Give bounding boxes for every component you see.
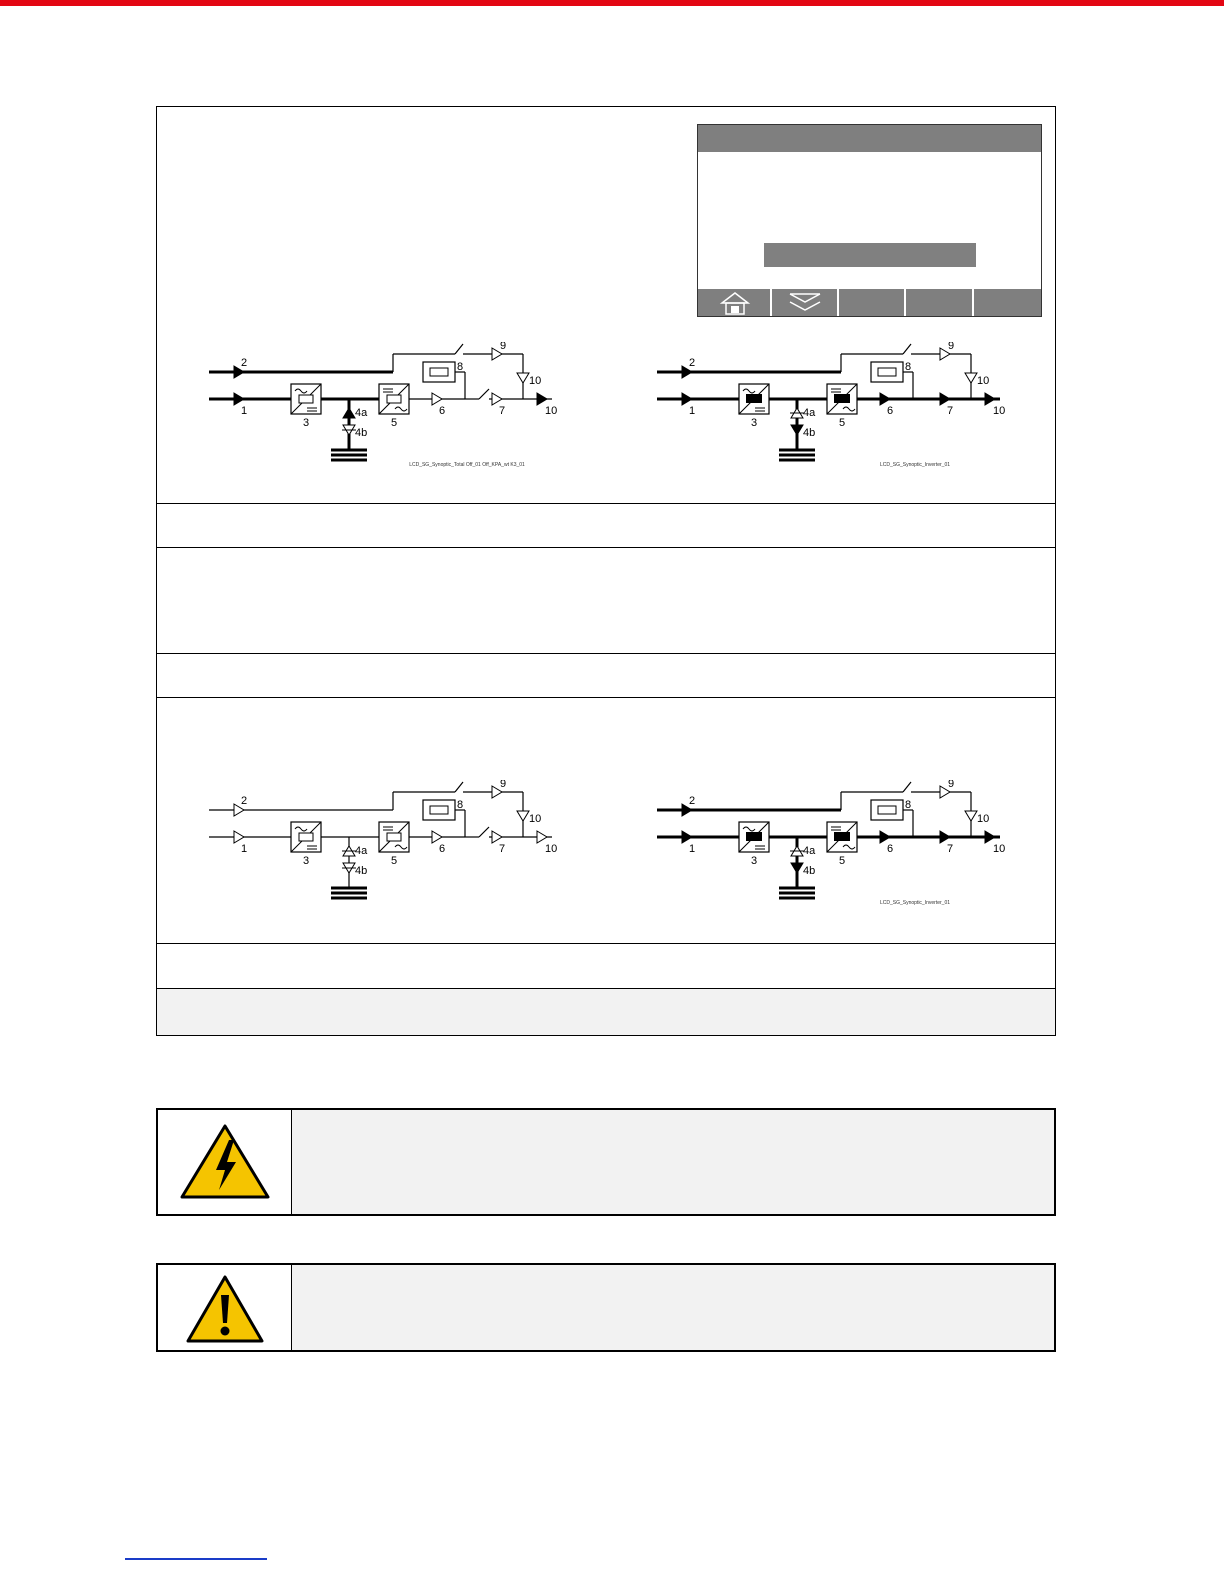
lcd-softkey-5[interactable]	[974, 289, 1043, 316]
diagram-caption: LCD_SG_Synoptic_Inverter_01	[879, 900, 951, 905]
static-switch-core	[878, 368, 896, 376]
label-5: 5	[839, 855, 846, 867]
label-10: 10	[993, 843, 1006, 855]
label-1: 1	[241, 405, 248, 417]
label-3: 3	[751, 855, 758, 867]
table-row	[157, 989, 1055, 1035]
output-switch-7	[479, 827, 489, 837]
static-switch-core	[430, 806, 448, 814]
label-9-top: 9	[948, 342, 955, 352]
table-row	[157, 504, 1055, 548]
diagram-caption: LCD_SG_Synoptic_Total Off_01 Off_KPA_wt K3_01	[409, 462, 525, 467]
diagram-caption: LCD_SG_Synoptic_Inverter_01	[879, 462, 951, 467]
battery-arrow-4a	[790, 846, 804, 856]
label-6: 6	[439, 405, 446, 417]
rectifier-3-core	[746, 832, 762, 841]
battery-arrow-4a	[790, 408, 804, 418]
rectifier-3	[739, 384, 769, 414]
label-9-top: 9	[500, 780, 507, 790]
label-7: 7	[947, 843, 954, 855]
static-switch-core	[430, 368, 448, 376]
label-6: 6	[887, 843, 894, 855]
high-voltage-warning-icon	[158, 1110, 292, 1216]
input-arrow-1	[682, 393, 692, 405]
label-2: 2	[241, 795, 248, 807]
input-arrow-1	[682, 831, 692, 843]
label-7: 7	[499, 843, 506, 855]
battery-arrow-4a	[342, 846, 356, 856]
inverter-5-core	[834, 832, 850, 841]
inverter-5	[827, 384, 857, 414]
label-8: 8	[457, 799, 464, 811]
input-arrow-1	[234, 831, 244, 843]
danger-notice	[156, 1108, 1056, 1216]
output-arrow-6	[880, 831, 890, 843]
rectifier-3-core	[299, 833, 313, 841]
label-1: 1	[241, 843, 248, 855]
label-5: 5	[391, 855, 398, 867]
rectifier-3-core	[746, 394, 762, 403]
rectifier-3	[291, 822, 321, 852]
label-6: 6	[439, 843, 446, 855]
label-6: 6	[887, 405, 894, 417]
table-row	[157, 548, 1055, 654]
label-9-right: 10	[977, 813, 990, 825]
arrow-9-right	[517, 811, 529, 821]
inverter-5-core	[387, 833, 401, 841]
label-9-top: 9	[500, 342, 507, 352]
double-chevron-down-icon	[772, 289, 839, 316]
battery-arrow-4b	[791, 425, 803, 435]
battery-arrow-4b-head	[791, 425, 803, 435]
label-3: 3	[751, 417, 758, 429]
label-4b: 4b	[355, 865, 368, 877]
label-7: 7	[499, 405, 506, 417]
label-2: 2	[689, 357, 696, 369]
label-10: 10	[993, 405, 1006, 417]
manual-bypass-switch	[903, 782, 911, 792]
label-5: 5	[391, 417, 398, 429]
label-4b: 4b	[355, 427, 368, 439]
battery-arrow-4b-head	[791, 863, 803, 873]
output-arrow-6	[432, 831, 442, 843]
lcd-home-key[interactable]	[698, 289, 772, 316]
lcd-title-bar	[698, 125, 1041, 152]
label-9-right: 10	[977, 375, 990, 387]
label-4a: 4a	[803, 407, 816, 419]
rectifier-3	[291, 384, 321, 414]
inverter-5	[379, 384, 409, 414]
label-1: 1	[689, 843, 696, 855]
procedure-table	[156, 106, 1056, 1036]
table-row	[157, 107, 1055, 504]
output-arrow-10	[985, 831, 995, 843]
lcd-down-key[interactable]	[772, 289, 839, 316]
label-4a: 4a	[355, 845, 368, 857]
lcd-softkey-3[interactable]	[839, 289, 906, 316]
footer-link-underline	[125, 1558, 267, 1560]
inverter-5-core	[834, 394, 850, 403]
output-switch-7	[479, 389, 489, 399]
output-arrow-10	[537, 393, 547, 405]
caution-exclamation-icon	[158, 1265, 292, 1352]
table-row	[157, 944, 1055, 989]
label-4b: 4b	[803, 865, 816, 877]
output-arrow-7	[492, 831, 502, 843]
output-arrow-10	[537, 831, 547, 843]
output-arrow-10	[985, 393, 995, 405]
output-arrow-7	[940, 831, 950, 843]
label-3: 3	[303, 417, 310, 429]
label-10: 10	[545, 843, 558, 855]
static-switch-core	[878, 806, 896, 814]
battery-arrow-4b	[791, 863, 803, 873]
label-2: 2	[241, 357, 248, 369]
arrow-9-right	[517, 373, 529, 383]
caution-notice-text	[292, 1265, 1054, 1350]
inverter-5	[379, 822, 409, 852]
rectifier-3	[739, 822, 769, 852]
inverter-5-core	[387, 395, 401, 403]
label-5: 5	[839, 417, 846, 429]
synoptic-diagram-inverter	[655, 342, 1015, 467]
output-arrow-6	[432, 393, 442, 405]
home-icon	[698, 289, 772, 316]
caution-notice	[156, 1263, 1056, 1352]
inverter-5	[827, 822, 857, 852]
label-7: 7	[947, 405, 954, 417]
lcd-screen	[697, 124, 1042, 317]
label-4a: 4a	[803, 845, 816, 857]
manual-bypass-switch	[455, 344, 463, 354]
label-9-right: 10	[529, 813, 542, 825]
output-arrow-6	[880, 393, 890, 405]
manual-bypass-switch	[903, 344, 911, 354]
synoptic-diagram-inverter-on	[655, 780, 1015, 905]
table-row	[157, 698, 1055, 944]
rectifier-3-core	[299, 395, 313, 403]
table-row	[157, 654, 1055, 698]
label-8: 8	[905, 361, 912, 373]
battery-arrow-4a-head	[343, 408, 355, 418]
label-8: 8	[457, 361, 464, 373]
battery-arrow-4a	[343, 408, 355, 418]
synoptic-diagram-total-off	[207, 342, 567, 467]
battery-arrow-4b	[342, 863, 356, 873]
top-red-rule	[0, 0, 1224, 6]
input-arrow-1	[234, 393, 244, 405]
label-4b: 4b	[803, 427, 816, 439]
battery-arrow-4b	[342, 425, 356, 435]
arrow-9-right	[965, 811, 977, 821]
danger-notice-text	[292, 1110, 1054, 1214]
label-10: 10	[545, 405, 558, 417]
lcd-softkey-bar	[698, 289, 1041, 316]
output-arrow-7	[940, 393, 950, 405]
lcd-softkey-4[interactable]	[906, 289, 974, 316]
label-9-right: 10	[529, 375, 542, 387]
label-2: 2	[689, 795, 696, 807]
label-3: 3	[303, 855, 310, 867]
manual-bypass-switch	[455, 782, 463, 792]
arrow-9-right	[965, 373, 977, 383]
synoptic-diagram-off	[207, 780, 567, 905]
label-4a: 4a	[355, 407, 368, 419]
label-9-top: 9	[948, 780, 955, 790]
label-1: 1	[689, 405, 696, 417]
lcd-progress-bar	[764, 243, 976, 267]
label-8: 8	[905, 799, 912, 811]
output-arrow-7	[492, 393, 502, 405]
